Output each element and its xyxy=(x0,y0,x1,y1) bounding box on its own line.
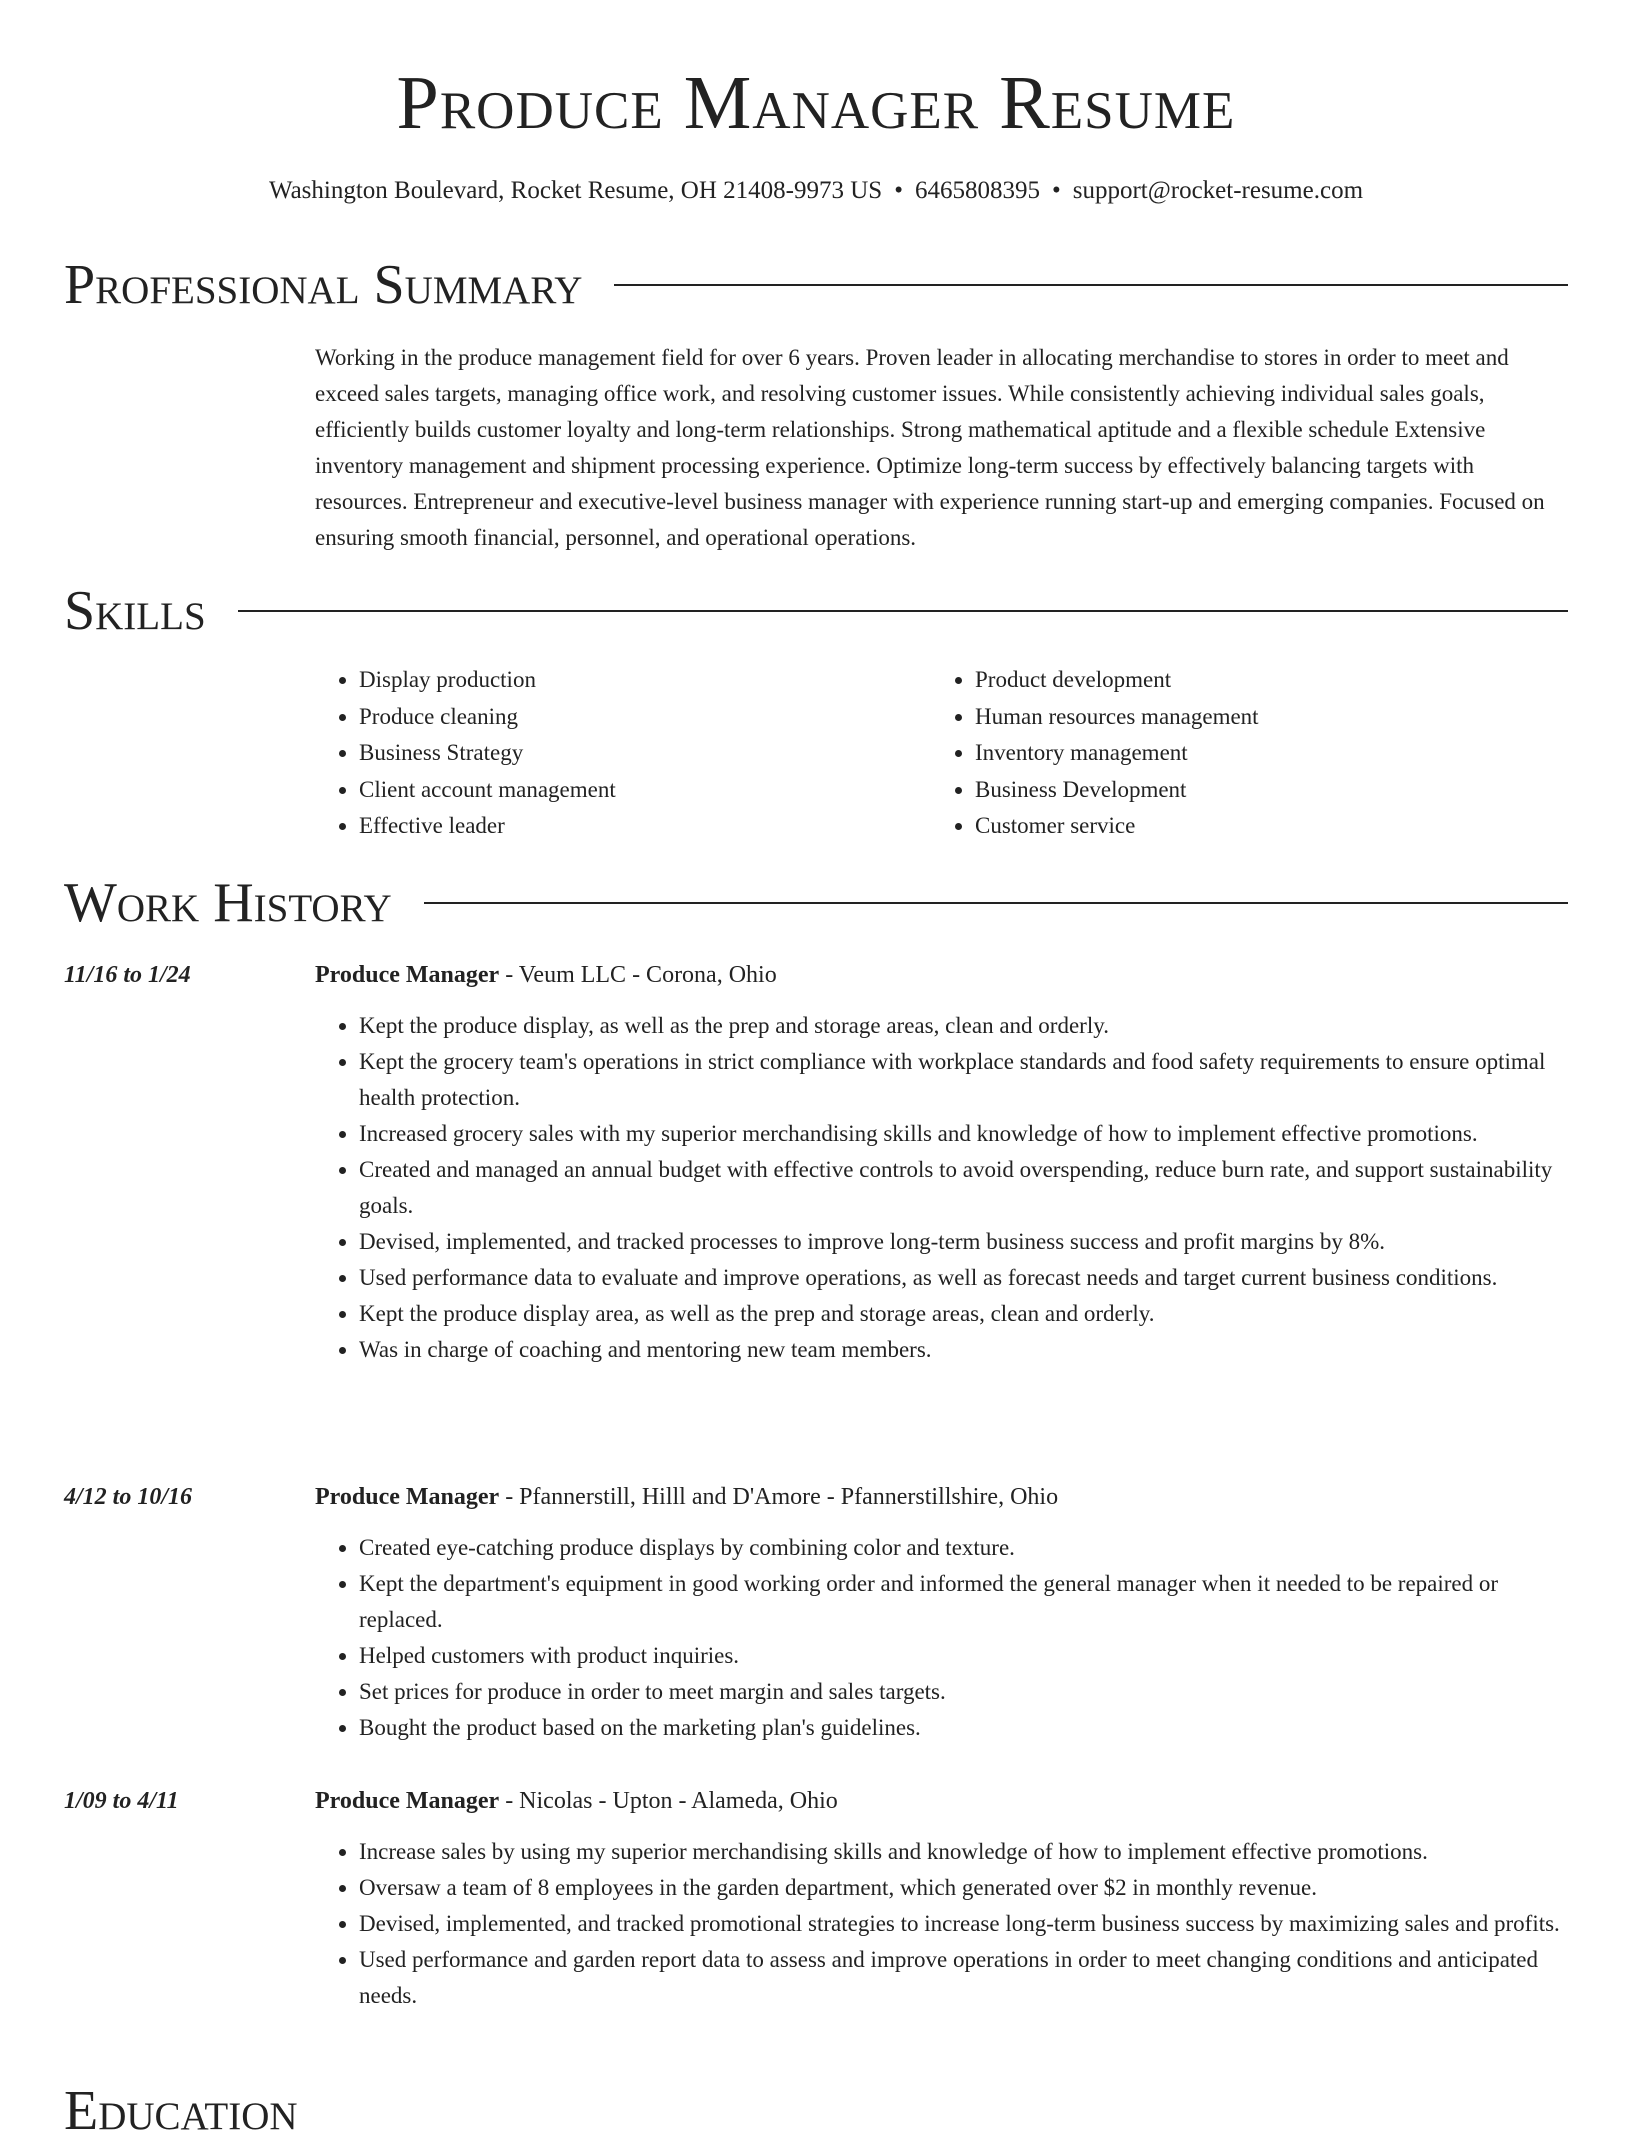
job-bullet: • Increase sales by using my superior merchandising skills and knowledge of how to implement effective promotions. xyxy=(359,1834,1568,1870)
job-bullet: • Kept the produce display area, as well as the prep and storage areas, clean and orderly. xyxy=(359,1296,1568,1332)
job-bullet: • Created eye-catching produce displays by combining color and texture. xyxy=(359,1530,1568,1566)
job-role: Produce Manager xyxy=(315,962,500,988)
job-bullet: • Created and managed an annual budget with effective controls to avoid overspending, reduce burn rate, and support sustainability goals. xyxy=(359,1152,1568,1224)
summary-text: Working in the produce management field for over 6 years. Proven leader in allocating merchandise to stores in order to meet and exceed sales targets, managing office work, and resolving customer issues. While consistently achieving individual sales goals, efficiently builds customer loyalty and long-term relationships. Strong mathematical aptitude and a flexible schedule Extensive inventory management and shipment processing experience. Optimize long-term success by effectively balancing targets with resources. Entrepreneur and executive-level business manager with experience running start-up and emerging companies. Focused on ensuring smooth financial, personnel, and operational operations. xyxy=(315,345,1545,550)
skills-title: Skills xyxy=(64,580,206,642)
skill-item: • Product development xyxy=(975,662,1547,699)
contact-line xyxy=(0,174,1632,208)
job-company-location: - Veum LLC - Corona, Ohio xyxy=(499,962,777,988)
contact-separator: • xyxy=(894,177,903,204)
job-heading xyxy=(315,1786,838,1816)
job-bullet: • Devised, implemented, and tracked promotional strategies to increase long-term business success by maximizing sales and profits. xyxy=(359,1906,1568,1942)
skill-item: • Inventory management xyxy=(975,735,1547,772)
work-section-header xyxy=(64,870,1568,936)
job-role: Produce Manager xyxy=(315,1484,500,1510)
skill-item: • Produce cleaning xyxy=(359,699,931,736)
contact-phone: 6465808395 xyxy=(914,177,1040,204)
section-divider xyxy=(424,902,1568,904)
skills-column-right xyxy=(931,662,1547,845)
resume-title: Produce Manager Resume xyxy=(396,61,1236,145)
education-title: Education xyxy=(64,2080,298,2142)
job-dates: 4/12 to 10/16 xyxy=(64,1484,193,1510)
skill-item: • Effective leader xyxy=(359,808,931,845)
contact-email: support@rocket-resume.com xyxy=(1072,177,1364,204)
job-heading xyxy=(315,960,777,990)
job-bullet: • Increased grocery sales with my superior merchandising skills and knowledge of how to implement effective promotions. xyxy=(359,1116,1568,1152)
job-bullet: • Devised, implemented, and tracked processes to improve long-term business success and profit margins by 8%. xyxy=(359,1224,1568,1260)
job-bullet: • Was in charge of coaching and mentoring new team members. xyxy=(359,1332,1568,1368)
job-bullet: • Used performance data to evaluate and improve operations, as well as forecast needs and target current business conditions. xyxy=(359,1260,1568,1296)
skill-item: • Business Development xyxy=(975,772,1547,809)
skill-item: • Human resources management xyxy=(975,699,1547,736)
skills-column-left xyxy=(315,662,931,845)
contact-address: Washington Boulevard, Rocket Resume, OH 21408-9973 US xyxy=(268,177,883,204)
section-divider xyxy=(614,284,1568,286)
job-bullet: • Oversaw a team of 8 employees in the garden department, which generated over $2 in monthly revenue. xyxy=(359,1870,1568,1906)
skill-item: • Business Strategy xyxy=(359,735,931,772)
job-bullet: • Set prices for produce in order to meet margin and sales targets. xyxy=(359,1674,1568,1710)
job-bullet: • Bought the product based on the marketing plan's guidelines. xyxy=(359,1710,1568,1746)
job-dates: 1/09 to 4/11 xyxy=(64,1788,179,1814)
job-bullets xyxy=(315,1008,1568,1368)
skills-list xyxy=(315,662,1567,845)
section-divider xyxy=(238,610,1568,612)
job-role: Produce Manager xyxy=(315,1788,500,1814)
job-bullets xyxy=(315,1834,1568,2014)
summary-title: Professional Summary xyxy=(64,254,583,316)
skill-item: • Display production xyxy=(359,662,931,699)
summary-section-header xyxy=(64,252,1568,318)
work-title: Work History xyxy=(64,872,392,934)
job-bullet: • Kept the produce display, as well as the prep and storage areas, clean and orderly. xyxy=(359,1008,1568,1044)
contact-separator: • xyxy=(1051,177,1061,204)
job-bullet: • Used performance and garden report data to assess and improve operations in order to meet changing conditions and anticipated needs. xyxy=(359,1942,1568,2014)
job-company-location: - Pfannerstill, Hilll and D'Amore - Pfannerstillshire, Ohio xyxy=(499,1484,1059,1510)
job-bullet: • Kept the department's equipment in good working order and informed the general manager when it needed to be repaired or replaced. xyxy=(359,1566,1568,1638)
job-bullet: • Helped customers with product inquiries. xyxy=(359,1638,1568,1674)
job-bullets xyxy=(315,1530,1568,1746)
job-company-location: - Nicolas - Upton - Alameda, Ohio xyxy=(499,1788,838,1814)
skill-item: • Customer service xyxy=(975,808,1547,845)
job-dates: 11/16 to 1/24 xyxy=(64,962,191,988)
skills-section-header xyxy=(64,578,1568,644)
job-heading xyxy=(315,1482,1058,1512)
job-bullet: • Kept the grocery team's operations in strict compliance with workplace standards and food safety requirements to ensure optimal health protection. xyxy=(359,1044,1568,1116)
skill-item: • Client account management xyxy=(359,772,931,809)
